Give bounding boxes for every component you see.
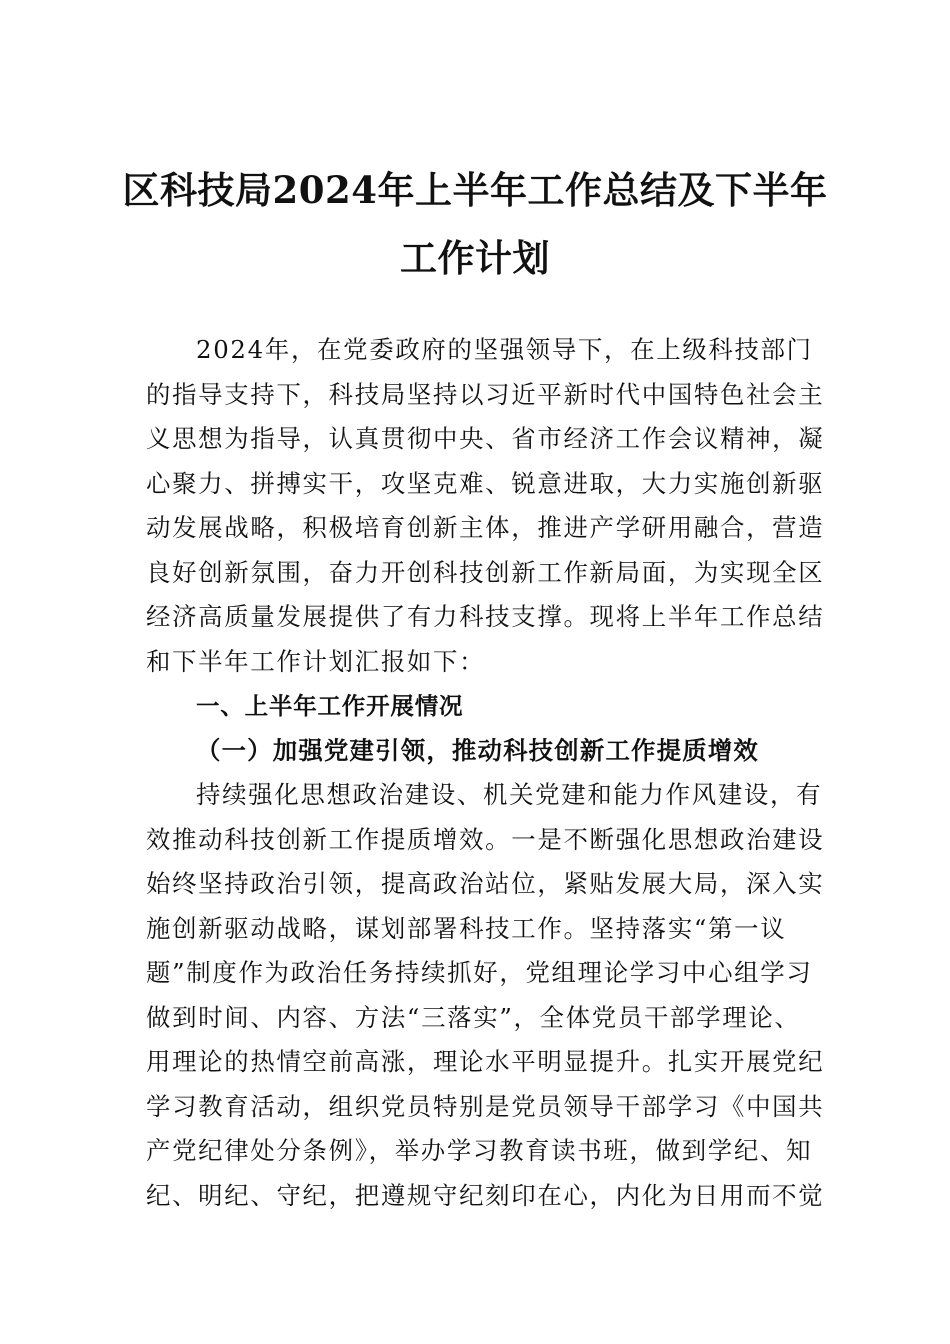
intro-line: 心聚力、拼搏实干，攻坚克难、锐意进取，大力实施创新驱 — [146, 468, 825, 498]
paragraph-line: 用理论的热情空前高涨，理论水平明显提升。扎实开展党纪 — [146, 1047, 825, 1076]
intro-paragraph — [146, 328, 825, 684]
document-body — [146, 328, 825, 1218]
intro-line: 的指导支持下，科技局坚持以习近平新时代中国特色社会主 — [146, 379, 825, 409]
paragraph-line: 题”制度作为政治任务持续抓好，党组理论学习中心组学习 — [146, 958, 813, 987]
paragraph-line: 做到时间、内容、方法“三落实”，全体党员干部学理论、 — [146, 1002, 801, 1032]
paragraph-line: 持续强化思想政治建设、机关党建和能力作风建设，有 — [196, 780, 823, 809]
paragraph-line: 始终坚持政治引领，提高政治站位，紧贴发展大局，深入实 — [146, 869, 825, 898]
section-heading-1: 一、上半年工作开展情况 — [196, 692, 464, 720]
body-paragraph-1 — [146, 773, 825, 1218]
intro-line: 和下半年工作计划汇报如下： — [146, 646, 486, 676]
document-title-line-2: 工作计划 — [400, 236, 550, 280]
paragraph-line: 产党纪律处分条例》，举办学习教育读书班，做到学纪、知 — [146, 1136, 813, 1165]
paragraph-line: 学习教育活动，组织党员特别是党员领导干部学习《中国共 — [146, 1091, 825, 1121]
paragraph-line: 纪、明纪、守纪，把遵规守纪刻印在心，内化为日用而不觉 — [146, 1180, 825, 1210]
paragraph-line: 施创新驱动战略，谋划部署科技工作。坚持落实“第一议 — [146, 913, 787, 943]
intro-line: 义思想为指导，认真贯彻中央、省市经济工作会议精神，凝 — [146, 424, 825, 453]
intro-line: 经济高质量发展提供了有力科技支撑。现将上半年工作总结 — [146, 602, 825, 631]
subsection-heading-1: （一）加强党建引领，推动科技创新工作提质增效 — [196, 735, 759, 765]
paragraph-line: 效推动科技创新工作提质增效。一是不断强化思想政治建设 — [146, 824, 825, 854]
intro-line: 动发展战略，积极培育创新主体，推进产学研用融合，营造 — [146, 513, 825, 542]
intro-line: 良好创新氛围，奋力开创科技创新工作新局面，为实现全区 — [146, 557, 825, 587]
intro-line: 2024年，在党委政府的坚强领导下，在上级科技部门 — [196, 335, 813, 364]
document-title-line-1: 区科技局2024年上半年工作总结及下半年 — [122, 168, 828, 212]
